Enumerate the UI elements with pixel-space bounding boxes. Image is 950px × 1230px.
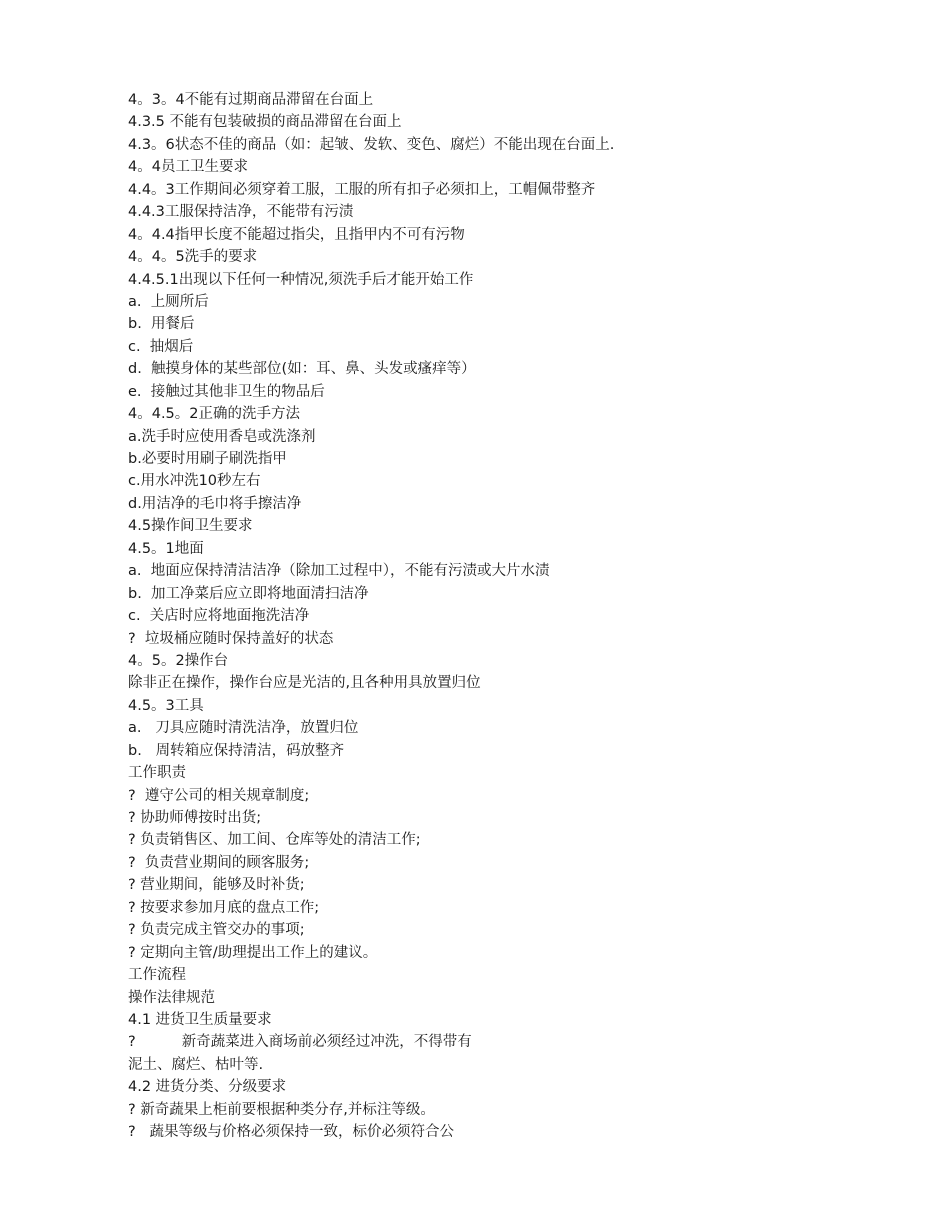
section-heading: 4.5。1地面 — [128, 540, 204, 557]
section-heading: 4。4.5。2正确的洗手方法 — [128, 406, 301, 423]
list-item: ? 负责销售区、加工间、仓库等处的清洁工作; — [128, 832, 421, 849]
list-item: b.必要时用刷子刷洗指甲 — [128, 451, 287, 467]
section-heading: 工作流程 — [128, 967, 186, 984]
list-item: ? 蔬果等级与价格必须保持一致，标价必须符合公 — [128, 1124, 455, 1141]
list-item: ? 负责营业期间的顾客服务; — [128, 854, 310, 871]
list-item: c.用水冲洗10秒左右 — [128, 473, 261, 490]
list-item: b. 周转箱应保持清洁，码放整齐 — [128, 742, 345, 759]
section-heading: 4。5。2操作台 — [128, 652, 229, 669]
text-line: 4.3。6状态不佳的商品（如：起皱、发软、变色、腐烂）不能出现在台面上. — [128, 136, 615, 153]
list-item: ? 协助师傅按时出货; — [128, 810, 262, 826]
section-heading: 4。4。5洗手的要求 — [128, 249, 258, 266]
list-item: ? 按要求参加月底的盘点工作; — [128, 899, 320, 916]
list-item: c. 关店时应将地面拖洗洁净 — [128, 608, 310, 625]
list-item: a. 上厕所后 — [128, 293, 209, 310]
text-line: 4.3.5 不能有包装破损的商品滞留在台面上 — [128, 114, 402, 131]
list-item: ? 遵守公司的相关规章制度; — [128, 787, 310, 804]
document-body — [128, 89, 848, 1144]
list-item: b. 加工净菜后应立即将地面清扫洁净 — [128, 585, 369, 602]
section-heading: 工作职责 — [128, 765, 186, 782]
list-item: a. 刀具应随时清洗洁净，放置归位 — [128, 720, 359, 737]
section-heading: 4.5。3工具 — [128, 697, 204, 714]
list-item: ? 新奇蔬果上柜前要根据种类分存,并标注等级。 — [128, 1101, 435, 1118]
text-line: 4.4。3工作期间必须穿着工服，工服的所有扣子必须扣上，工帽佩带整齐 — [128, 181, 596, 198]
list-item: ? 营业期间，能够及时补货; — [128, 877, 305, 894]
list-item: ? 定期向主管/助理提出工作上的建议。 — [128, 944, 378, 961]
list-item: a.洗手时应使用香皂或洗涤剂 — [128, 428, 316, 445]
text-line: 4。3。4不能有过期商品滞留在台面上 — [128, 92, 374, 108]
text-line: 泥土、腐烂、枯叶等. — [128, 1056, 264, 1073]
text-line: 4.4.3工服保持洁净，不能带有污渍 — [128, 204, 354, 221]
section-heading: 4.5操作间卫生要求 — [128, 518, 253, 535]
text-line: 4.4.5.1出现以下任何一种情况,须洗手后才能开始工作 — [128, 271, 474, 288]
list-item: b. 用餐后 — [128, 316, 195, 333]
section-heading: 操作法律规范 — [128, 989, 215, 1006]
text-line: 4。4.4指甲长度不能超过指尖，且指甲内不可有污物 — [128, 226, 465, 243]
section-heading: 4。4员工卫生要求 — [128, 159, 248, 176]
section-heading: 4.1 进货卫生质量要求 — [128, 1011, 272, 1028]
list-item: e. 接触过其他非卫生的物品后 — [128, 383, 325, 400]
list-item: c. 抽烟后 — [128, 338, 194, 355]
section-heading: 4.2 进货分类、分级要求 — [128, 1079, 287, 1096]
list-item: d. 触摸身体的某些部位(如：耳、鼻、头发或瘙痒等） — [128, 361, 476, 378]
list-item: ? 负责完成主管交办的事项; — [128, 922, 305, 939]
list-item: a. 地面应保持清洁洁净（除加工过程中），不能有污渍或大片水渍 — [128, 563, 550, 580]
text-line: 除非正在操作，操作台应是光洁的,且各种用具放置归位 — [128, 675, 481, 692]
list-item: ? 新奇蔬菜进入商场前必须经过冲洗，不得带有 — [128, 1034, 472, 1051]
list-item: ? 垃圾桶应随时保持盖好的状态 — [128, 630, 334, 647]
list-item: d.用洁净的毛巾将手擦洁净 — [128, 495, 302, 512]
